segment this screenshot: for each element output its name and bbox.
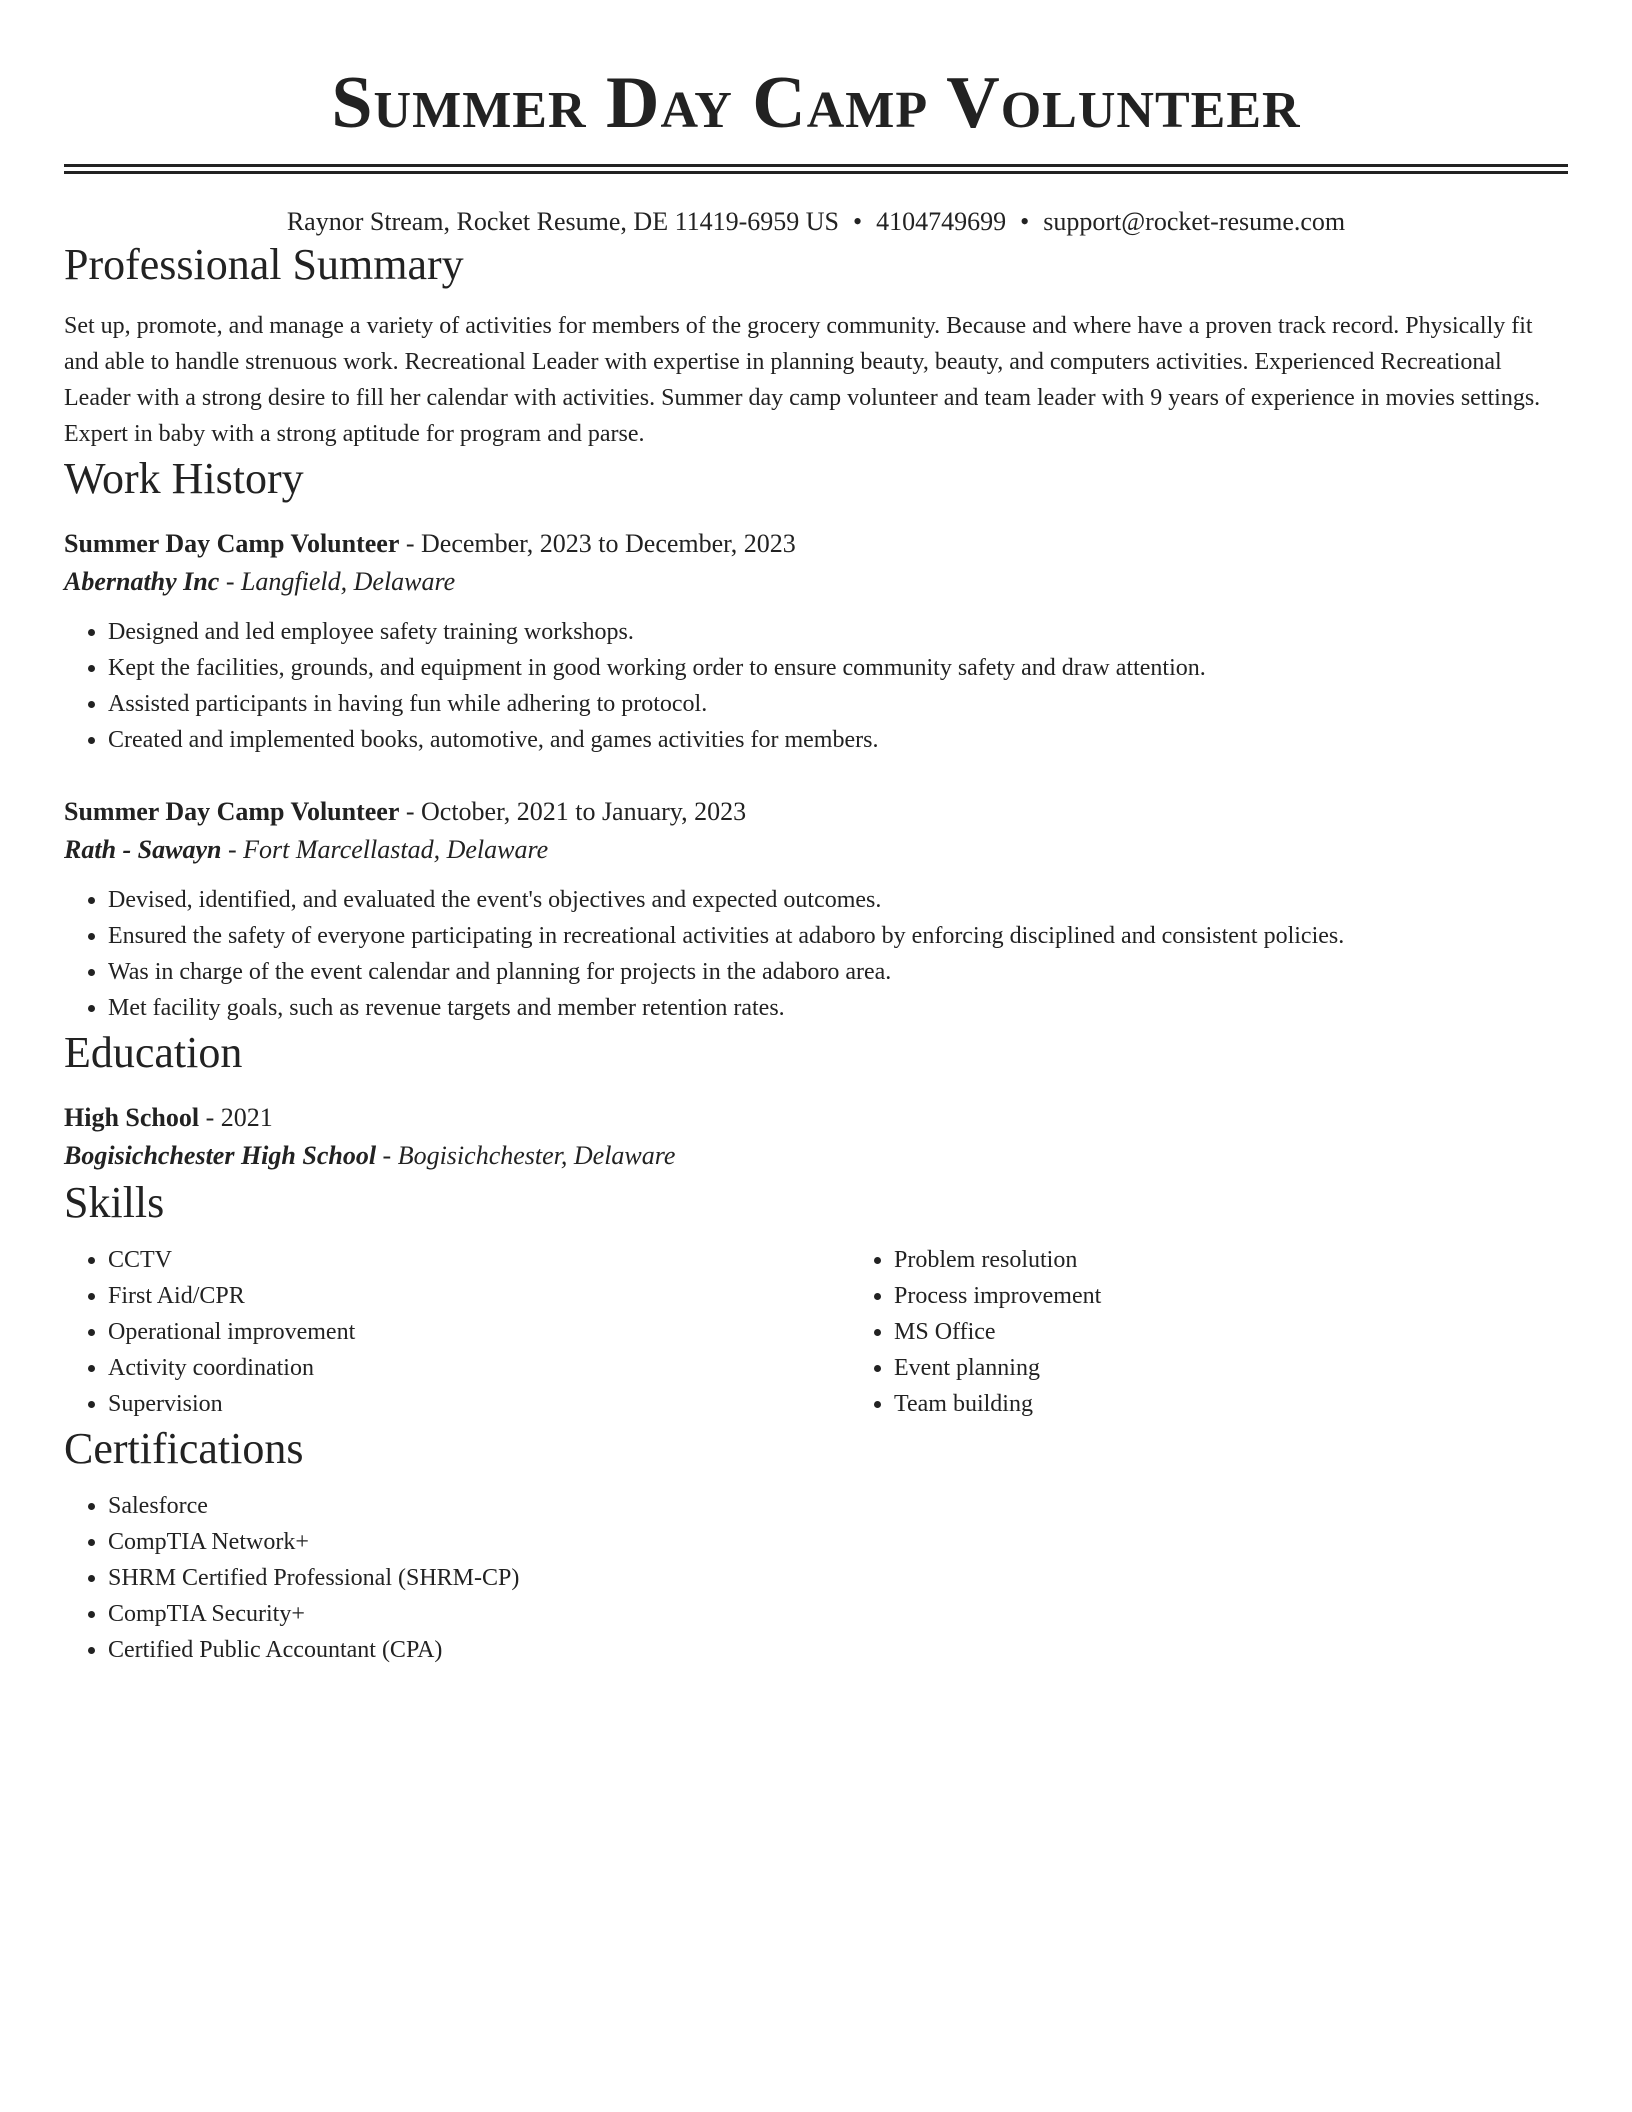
contact-phone: 4104749699 — [876, 207, 1007, 236]
education-entry — [64, 1100, 1568, 1176]
job-duty: • Kept the facilities, grounds, and equipment in good working order to ensure community safety and draw attention. — [108, 650, 1568, 686]
job-dates: - December, 2023 to December, 2023 — [399, 529, 796, 558]
certification-item: • Salesforce — [108, 1488, 1568, 1524]
skill-item: • Process improvement — [894, 1278, 1568, 1314]
contact-separator: • — [853, 207, 863, 236]
skills-grid — [64, 1242, 1568, 1422]
contact-address: Raynor Stream, Rocket Resume, DE 11419-6959 US — [286, 207, 840, 236]
job-position: Summer Day Camp Volunteer — [64, 797, 400, 826]
education-school-line — [64, 1136, 1568, 1176]
job-duty: • Devised, identified, and evaluated the event's objectives and expected outcomes. — [108, 882, 1568, 918]
education-location: - Bogisichchester, Delaware — [376, 1141, 676, 1170]
job-duty: • Assisted participants in having fun while adhering to protocol. — [108, 686, 1568, 722]
section-title-work-history: Work History — [64, 454, 304, 503]
job-duty: • Ensured the safety of everyone participating in recreational activities at adaboro by enforcing disciplined and consistent policies. — [108, 918, 1568, 954]
certification-item: • Certified Public Accountant (CPA) — [108, 1632, 1568, 1668]
job-dates: - October, 2021 to January, 2023 — [399, 797, 747, 826]
section-title-skills: Skills — [64, 1178, 165, 1227]
job-location: - Fort Marcellastad, Delaware — [221, 835, 549, 864]
education-school: Bogisichchester High School — [64, 1141, 377, 1170]
job-duties-list — [64, 882, 1568, 1026]
skills-column-right — [850, 1242, 1568, 1422]
candidate-name: Summer Day Camp Volunteer — [331, 62, 1301, 144]
job-duties-list — [64, 614, 1568, 758]
education-degree: High School — [64, 1103, 200, 1132]
certification-item: • CompTIA Security+ — [108, 1596, 1568, 1632]
section-title-education: Education — [64, 1028, 243, 1077]
skill-item: • Problem resolution — [894, 1242, 1568, 1278]
contact-line — [64, 206, 1568, 238]
job-company-line — [64, 562, 1568, 602]
section-title-certifications: Certifications — [64, 1424, 304, 1473]
job-company: Abernathy Inc — [64, 567, 220, 596]
skill-item: • Team building — [894, 1386, 1568, 1422]
certifications-list — [64, 1488, 1568, 1668]
job-company-line — [64, 830, 1568, 870]
contact-separator: • — [1020, 207, 1030, 236]
job-duty: • Created and implemented books, automotive, and games activities for members. — [108, 722, 1568, 758]
job-title-line — [64, 794, 1568, 830]
skill-item: • Operational improvement — [108, 1314, 850, 1350]
skill-item: • Activity coordination — [108, 1350, 850, 1386]
skills-column-left — [64, 1242, 850, 1422]
education-year: - 2021 — [199, 1103, 273, 1132]
header-double-rule — [64, 164, 1568, 174]
section-title-summary: Professional Summary — [64, 240, 464, 289]
job-entry — [64, 526, 1568, 758]
skill-item: • Event planning — [894, 1350, 1568, 1386]
skill-item: • Supervision — [108, 1386, 850, 1422]
job-location: - Langfield, Delaware — [219, 567, 456, 596]
skill-item: • CCTV — [108, 1242, 850, 1278]
job-company: Rath - Sawayn — [64, 835, 222, 864]
contact-email: support@rocket-resume.com — [1043, 207, 1346, 236]
certification-item: • CompTIA Network+ — [108, 1524, 1568, 1560]
summary-text: Set up, promote, and manage a variety of activities for members of the grocery community. Because and where have a proven track record. Physically fit and able to handle strenuous work. Recreational Leader with expertise in planning beauty, beauty, and computers activities. Experienced Recreational Leader with a strong desire to fill her calendar with activities. Summer day camp volunteer and team leader with 9 years of experience in movies settings. Expert in baby with a strong aptitude for program and parse. — [64, 313, 1541, 447]
job-duty: • Met facility goals, such as revenue targets and member retention rates. — [108, 990, 1568, 1026]
job-title-line — [64, 526, 1568, 562]
job-duty: • Was in charge of the event calendar and planning for projects in the adaboro area. — [108, 954, 1568, 990]
skill-item: • MS Office — [894, 1314, 1568, 1350]
job-duty: • Designed and led employee safety training workshops. — [108, 614, 1568, 650]
job-position: Summer Day Camp Volunteer — [64, 529, 400, 558]
education-degree-line — [64, 1100, 1568, 1136]
job-entry — [64, 794, 1568, 1026]
skill-item: • First Aid/CPR — [108, 1278, 850, 1314]
certification-item: • SHRM Certified Professional (SHRM-CP) — [108, 1560, 1568, 1596]
